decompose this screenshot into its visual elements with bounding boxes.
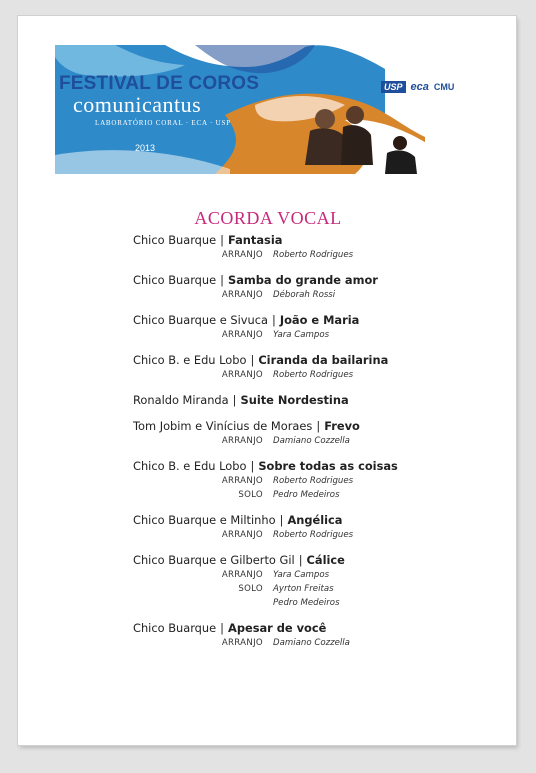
program-piece xyxy=(133,418,503,448)
piece-composer: Ronaldo Miranda xyxy=(133,393,229,407)
credit-role: ARRANJO xyxy=(221,290,263,300)
piece-credit xyxy=(133,368,503,382)
piece-composer: Chico Buarque xyxy=(133,621,217,635)
program-piece xyxy=(133,552,503,610)
piece-heading xyxy=(133,458,503,474)
program-piece xyxy=(133,458,503,502)
credit-name: Pedro Medeiros xyxy=(273,598,340,608)
piece-credit xyxy=(133,568,503,582)
festival-lab: LABORATÓRIO CORAL · ECA · USP xyxy=(95,119,231,127)
piece-credit xyxy=(133,528,503,542)
piece-separator: | xyxy=(250,459,255,473)
credit-role: ARRANJO xyxy=(221,570,263,580)
piece-work: João e Maria xyxy=(279,313,360,327)
festival-title: FESTIVAL DE COROS xyxy=(59,73,260,94)
piece-separator: | xyxy=(250,353,255,367)
piece-credit xyxy=(133,596,503,610)
credit-name: Roberto Rodrigues xyxy=(273,370,354,380)
credit-name: Roberto Rodrigues xyxy=(273,250,354,260)
piece-work: Cálice xyxy=(306,553,345,567)
piece-heading xyxy=(133,312,503,328)
program-piece xyxy=(133,272,503,302)
program-piece xyxy=(133,392,503,408)
piece-credit xyxy=(133,636,503,650)
program-piece xyxy=(133,312,503,342)
piece-composer: Chico Buarque e Miltinho xyxy=(133,513,276,527)
piece-work: Sobre todas as coisas xyxy=(258,459,398,473)
program-piece xyxy=(133,352,503,382)
piece-separator: | xyxy=(220,273,224,287)
piece-composer: Chico B. e Edu Lobo xyxy=(133,353,247,367)
credit-role: SOLO xyxy=(238,490,263,500)
piece-work: Samba do grande amor xyxy=(228,273,378,287)
piece-composer: Chico Buarque e Sivuca xyxy=(133,313,268,327)
piece-composer: Chico Buarque e Gilberto Gil xyxy=(133,553,295,567)
credit-role: ARRANJO xyxy=(221,476,263,486)
credit-name: Roberto Rodrigues xyxy=(273,530,354,540)
credit-name: Yara Campos xyxy=(273,330,330,340)
credit-name: Pedro Medeiros xyxy=(273,490,340,500)
piece-heading xyxy=(133,512,503,528)
usp-logo: USP xyxy=(381,81,406,93)
group-title: ACORDA VOCAL xyxy=(194,208,342,228)
program-piece xyxy=(133,512,503,542)
piece-work: Suite Nordestina xyxy=(240,393,349,407)
piece-composer: Chico Buarque xyxy=(133,273,217,287)
piece-work: Angélica xyxy=(287,513,343,527)
program-list xyxy=(133,232,503,660)
piece-work: Fantasia xyxy=(228,233,283,247)
institution-logos xyxy=(381,81,454,93)
piece-separator: | xyxy=(220,233,224,247)
piece-work: Frevo xyxy=(324,419,360,433)
piece-separator: | xyxy=(272,313,276,327)
piece-composer: Chico B. e Edu Lobo xyxy=(133,459,247,473)
piece-credit xyxy=(133,248,503,262)
credit-role: SOLO xyxy=(238,584,263,594)
piece-work: Apesar de você xyxy=(228,621,327,635)
eca-logo: eca xyxy=(410,81,429,93)
credit-name: Damiano Cozzella xyxy=(273,638,350,648)
piece-separator: | xyxy=(316,419,321,433)
piece-credit xyxy=(133,582,503,596)
festival-year: 2013 xyxy=(135,143,156,153)
credit-role: ARRANJO xyxy=(221,370,263,380)
piece-heading xyxy=(133,620,503,636)
piece-separator: | xyxy=(220,621,224,635)
piece-work: Ciranda da bailarina xyxy=(258,353,389,367)
piece-composer: Chico Buarque xyxy=(133,233,217,247)
cmu-logo: CMU xyxy=(433,82,455,92)
credit-name: Roberto Rodrigues xyxy=(273,476,354,486)
credit-name: Damiano Cozzella xyxy=(273,436,350,446)
festival-subtitle: comunicantus xyxy=(73,92,202,117)
credit-role: ARRANJO xyxy=(221,436,263,446)
credit-role: ARRANJO xyxy=(221,530,263,540)
program-piece xyxy=(133,620,503,650)
piece-separator: | xyxy=(298,553,303,567)
piece-credit xyxy=(133,488,503,502)
credit-name: Ayrton Freitas xyxy=(273,584,334,594)
piece-credit xyxy=(133,328,503,342)
piece-heading xyxy=(133,272,503,288)
credit-name: Yara Campos xyxy=(273,570,330,580)
credit-role: ARRANJO xyxy=(221,250,263,260)
credit-name: Déborah Rossi xyxy=(273,290,336,300)
credit-role: ARRANJO xyxy=(221,330,263,340)
credit-role: ARRANJO xyxy=(221,638,263,648)
piece-separator: | xyxy=(232,393,237,407)
piece-credit xyxy=(133,288,503,302)
piece-heading xyxy=(133,418,503,434)
piece-credit xyxy=(133,434,503,448)
piece-heading xyxy=(133,232,503,248)
piece-heading xyxy=(133,552,503,568)
piece-heading xyxy=(133,392,503,408)
piece-credit xyxy=(133,474,503,488)
festival-banner xyxy=(55,45,478,174)
program-piece xyxy=(133,232,503,262)
piece-separator: | xyxy=(279,513,284,527)
piece-heading xyxy=(133,352,503,368)
piece-composer: Tom Jobim e Vinícius de Moraes xyxy=(133,419,313,433)
